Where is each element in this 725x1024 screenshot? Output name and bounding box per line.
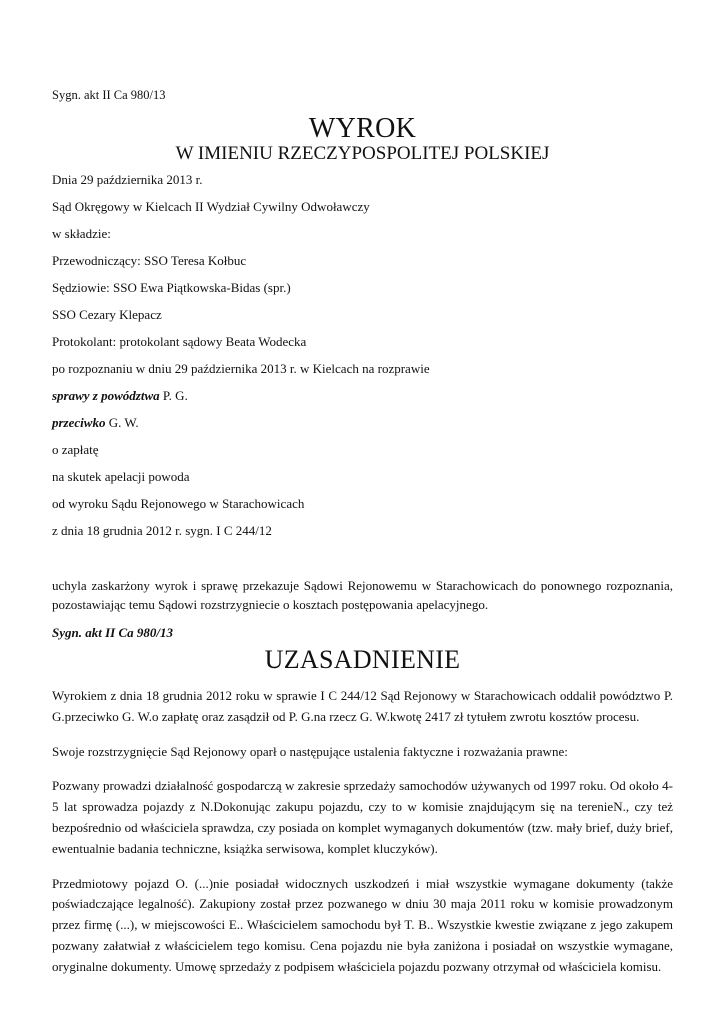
ruling-paragraph: uchyla zaskarżony wyrok i sprawę przekazuje Sądowi Rejonowemu w Starachowicach do ponownego rozpoznania, pozostawiając temu Sądowi rozstrzygniecie o kosztach postępowania apelacyjnego. (52, 578, 673, 612)
case-signature: Sygn. akt II Ca 980/13 (52, 88, 166, 102)
reasons-paragraph: Pozwany prowadzi działalność gospodarczą w zakresie sprzedaży samochodów używanych od 1997 roku. Od około 4-5 lat sprowadza pojazdy z N.Dokonując zakupu pojazdu, czy to w komisie znajdującym się na terenieN., czy też bezpośrednio od właściciela sprawdza, czy posiada on komplet wymaganych dokumentów (tzw. mały brief, duży brief, ewentualnie badania techniczne, książka serwisowa, komplet kluczyków). (52, 778, 673, 856)
preamble-text: Sąd Okręgowy w Kielcach II Wydział Cywilny Odwoławczy (52, 199, 370, 214)
party-name: P. G. (162, 388, 188, 403)
preamble-line (52, 198, 673, 225)
preamble-text: Sędziowie: SSO Ewa Piątkowska-Bidas (spr.) (52, 280, 291, 295)
preamble-line (52, 171, 673, 198)
preamble-line (52, 333, 673, 360)
judgment-subtitle: W IMIENIU RZECZYPOSPOLITEJ POLSKIEJ (175, 143, 550, 164)
preamble-line (52, 414, 673, 441)
preamble-text: Protokolant: protokolant sądowy Beata Wodecka (52, 334, 307, 349)
preamble-line (52, 225, 673, 252)
preamble-line (52, 441, 673, 468)
preamble-text: z dnia 18 grudnia 2012 r. sygn. I C 244/12 (52, 523, 272, 538)
preamble-line (52, 387, 673, 414)
party-label: sprawy z powództwa (52, 388, 160, 403)
preamble-line (52, 495, 673, 522)
preamble-line (52, 360, 673, 387)
preamble-text: Dnia 29 października 2013 r. (52, 172, 203, 187)
preamble-text: Przewodniczący: SSO Teresa Kołbuc (52, 253, 247, 268)
preamble-text: w składzie: (52, 226, 111, 241)
preamble-text: SSO Cezary Klepacz (52, 307, 162, 322)
reasons-paragraph: Przedmiotowy pojazd O. (...)nie posiadał widocznych uszkodzeń i miał wszystkie wymagane dokumenty (także poświadczające legalność). Zakupiony został przez pozwanego w dniu 30 maja 2011 roku w komisie prowadzonym przez firmę (...), w miejscowości E.. Właścicielem samochodu był T. B.. Wszystkie kwestie związane z jego zakupem pozwany załatwiał z właścicielem tego komisu. Cena pojazdu nie była zaniżona i posiadał on wszystkie wymagane, oryginalne dokumenty. Umowę sprzedaży z podpisem właściciela pojazdu pozwany otrzymał od właściciela komisu. (52, 875, 673, 974)
preamble-line (52, 306, 673, 333)
party-label: przeciwko (52, 415, 106, 430)
preamble-text: od wyroku Sądu Rejonowego w Starachowicach (52, 496, 305, 511)
judgment-preamble (52, 171, 673, 549)
preamble-text: po rozpoznaniu w dniu 29 października 2013 r. w Kielcach na rozprawie (52, 361, 430, 376)
reasons-body (52, 686, 673, 992)
preamble-text: o zapłatę (52, 442, 99, 457)
preamble-text: na skutek apelacji powoda (52, 469, 190, 484)
preamble-line (52, 279, 673, 306)
reasons-paragraph: Wyrokiem z dnia 18 grudnia 2012 roku w sprawie I C 244/12 Sąd Rejonowy w Starachowicach oddalił powództwo P. G.przeciwko G. W.o zapłatę oraz zasądził od P. G.na rzecz G. W.kwotę 2417 zł tytułem zwrotu kosztów procesu. (52, 688, 673, 724)
reasons-paragraph: Swoje rozstrzygnięcie Sąd Rejonowy oparł o następujące ustalenia faktyczne i rozważania prawne: (52, 743, 568, 759)
preamble-line (52, 252, 673, 279)
preamble-line (52, 468, 673, 495)
preamble-line (52, 522, 673, 549)
judgment-title: WYROK (308, 113, 417, 144)
party-name: G. W. (108, 415, 139, 430)
reasons-heading: UZASADNIENIE (264, 645, 461, 674)
reasons-signature: Sygn. akt II Ca 980/13 (52, 625, 173, 640)
